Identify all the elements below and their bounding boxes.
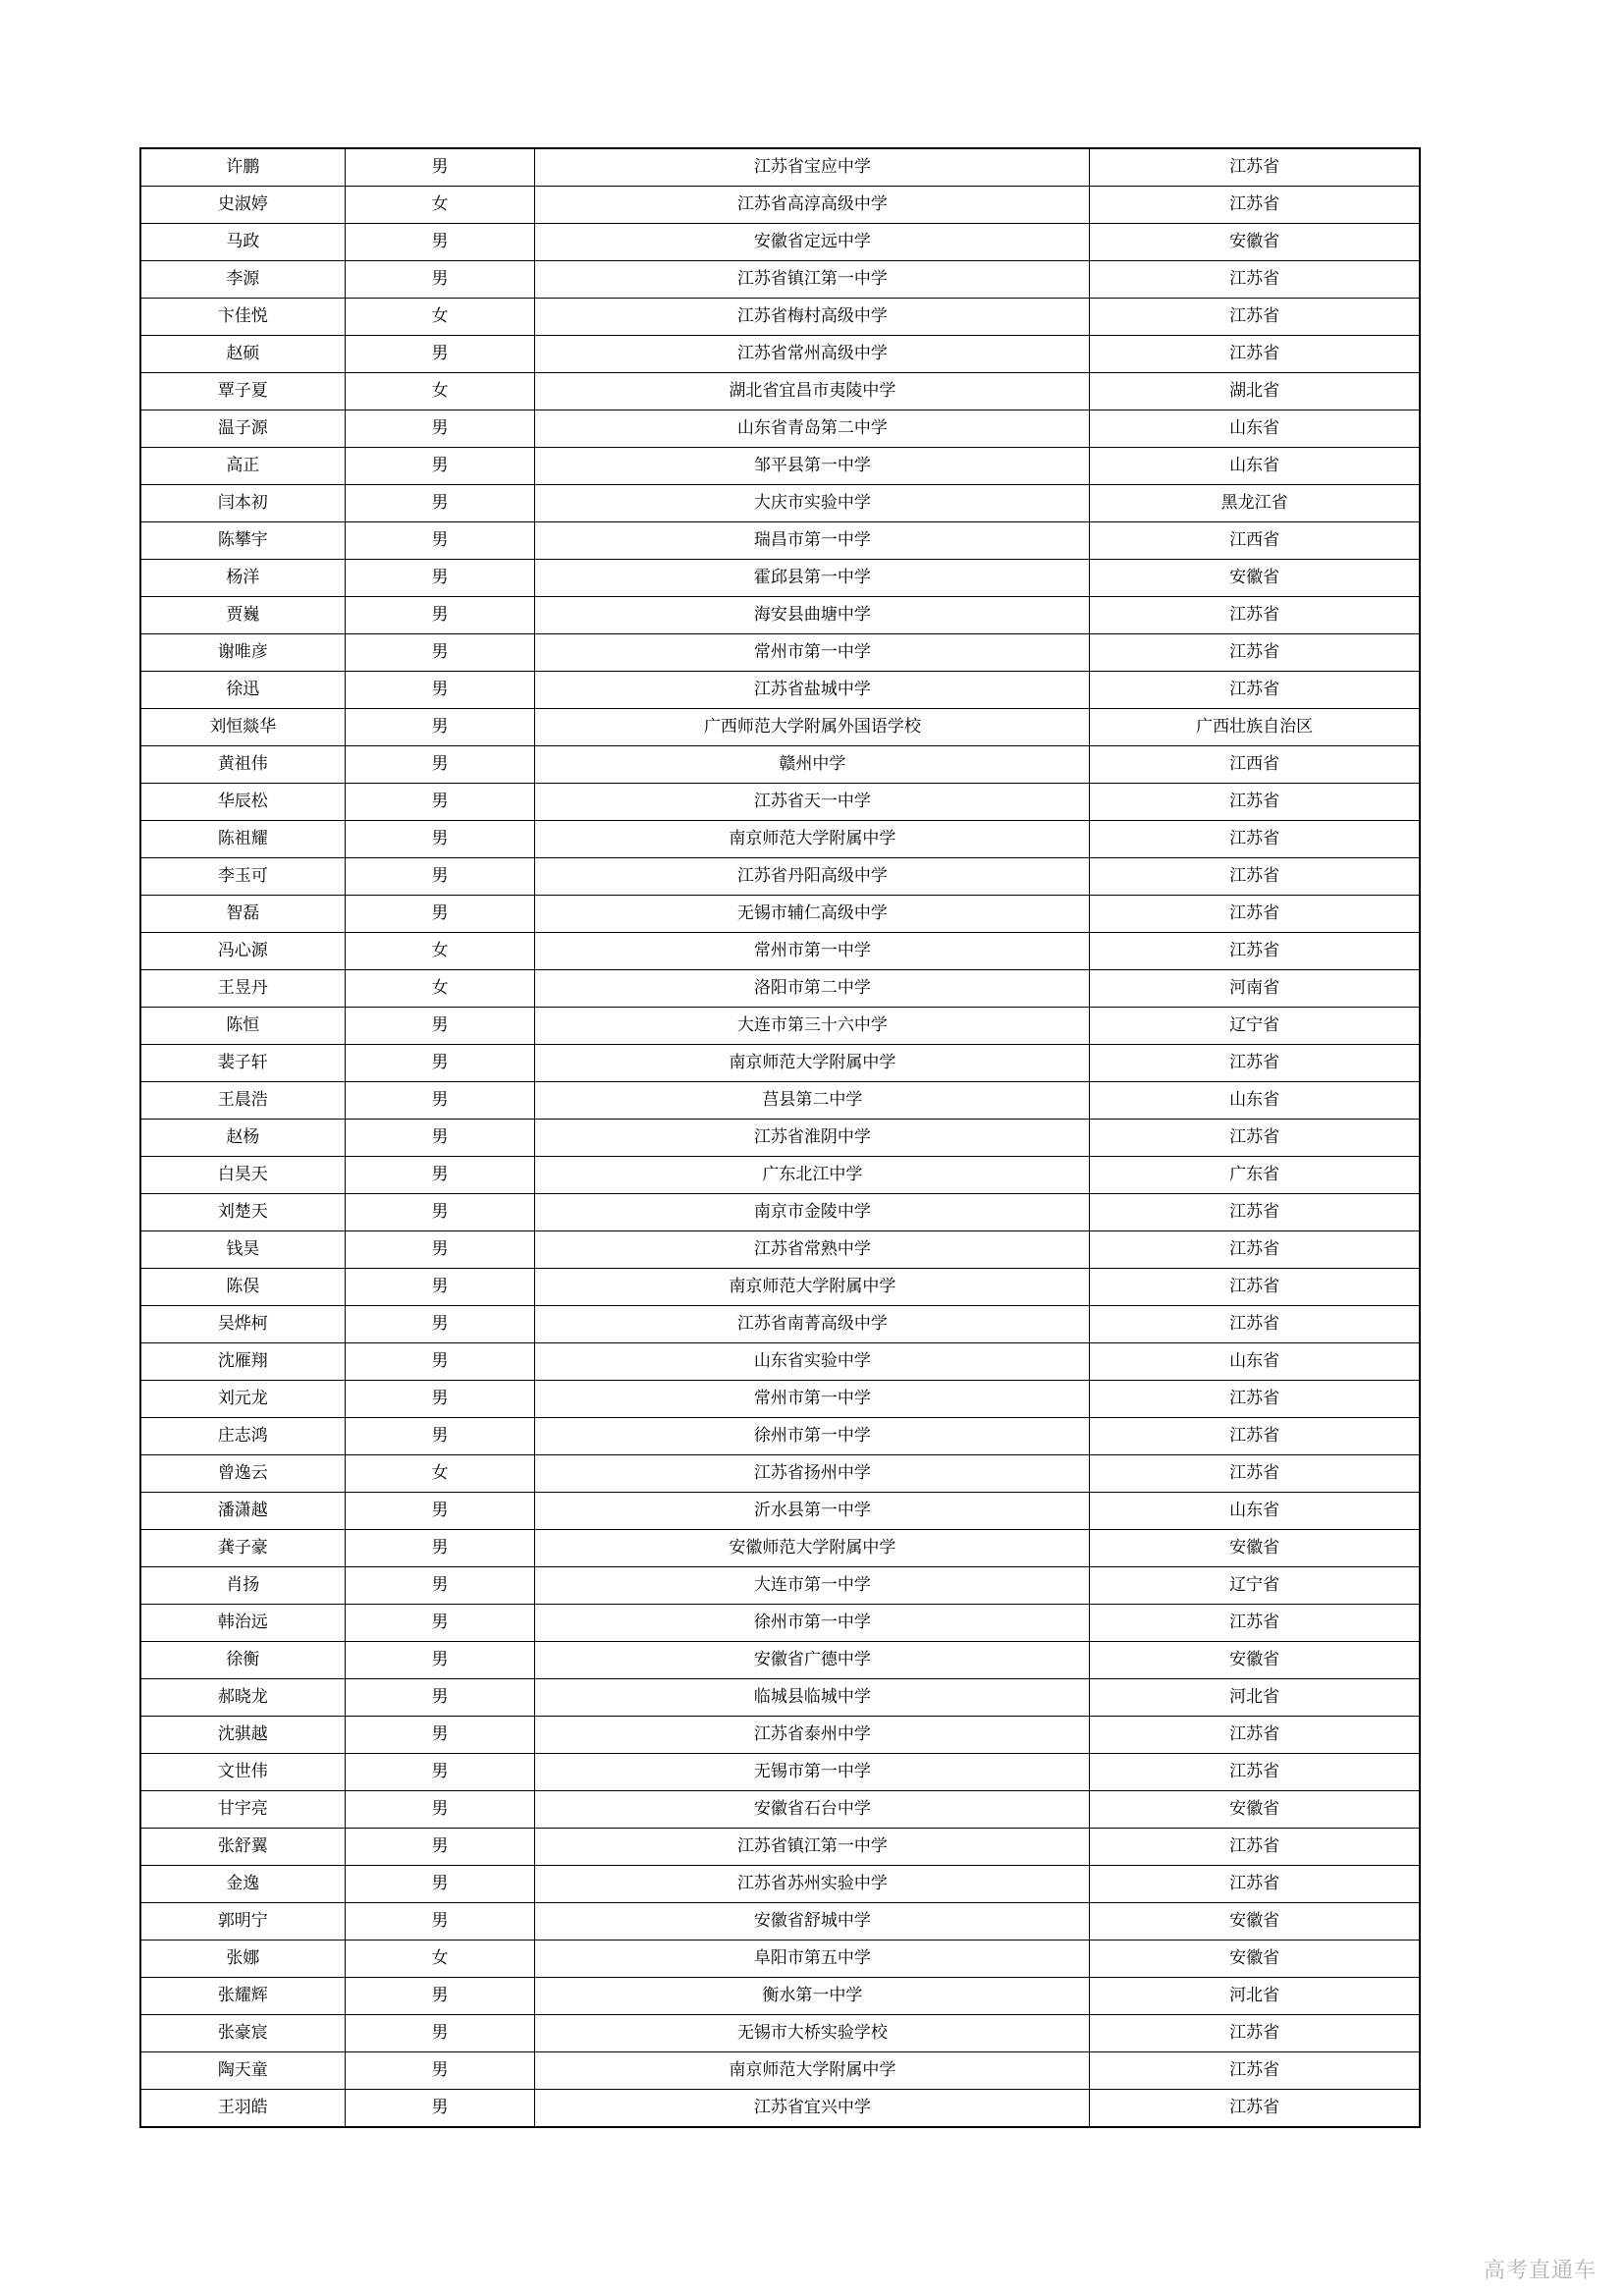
gender-cell: 男	[345, 1157, 535, 1194]
table-row	[140, 672, 1420, 709]
province-cell: 江苏省	[1090, 933, 1420, 970]
table-row	[140, 1941, 1420, 1978]
name-cell: 谢唯彦	[140, 634, 345, 672]
school-cell: 安徽省舒城中学	[535, 1903, 1090, 1941]
table-row	[140, 858, 1420, 896]
gender-cell: 男	[345, 784, 535, 821]
school-cell: 安徽师范大学附属中学	[535, 1530, 1090, 1567]
name-cell: 裴子轩	[140, 1045, 345, 1082]
province-cell: 江苏省	[1090, 336, 1420, 373]
school-cell: 常州市第一中学	[535, 933, 1090, 970]
table-row	[140, 1642, 1420, 1679]
gender-cell: 男	[345, 224, 535, 261]
province-cell: 江苏省	[1090, 784, 1420, 821]
gender-cell: 男	[345, 1194, 535, 1231]
table-row	[140, 1231, 1420, 1269]
gender-cell: 女	[345, 373, 535, 410]
school-cell: 安徽省石台中学	[535, 1791, 1090, 1829]
province-cell: 安徽省	[1090, 1941, 1420, 1978]
table-row	[140, 1455, 1420, 1493]
school-cell: 常州市第一中学	[535, 634, 1090, 672]
province-cell: 安徽省	[1090, 560, 1420, 597]
name-cell: 张舒翼	[140, 1829, 345, 1866]
school-cell: 江苏省苏州实验中学	[535, 1866, 1090, 1903]
province-cell: 辽宁省	[1090, 1567, 1420, 1605]
school-cell: 南京市金陵中学	[535, 1194, 1090, 1231]
province-cell: 江苏省	[1090, 2090, 1420, 2128]
school-cell: 江苏省泰州中学	[535, 1717, 1090, 1754]
name-cell: 贾巍	[140, 597, 345, 634]
table-row	[140, 2015, 1420, 2052]
province-cell: 江苏省	[1090, 1717, 1420, 1754]
name-cell: 华辰松	[140, 784, 345, 821]
gender-cell: 男	[345, 1791, 535, 1829]
table-row	[140, 970, 1420, 1008]
school-cell: 江苏省宝应中学	[535, 148, 1090, 187]
school-cell: 南京师范大学附属中学	[535, 2052, 1090, 2090]
school-cell: 赣州中学	[535, 746, 1090, 784]
table-row	[140, 784, 1420, 821]
province-cell: 安徽省	[1090, 224, 1420, 261]
gender-cell: 男	[345, 1306, 535, 1343]
school-cell: 南京师范大学附属中学	[535, 1269, 1090, 1306]
school-cell: 江苏省镇江第一中学	[535, 1829, 1090, 1866]
gender-cell: 男	[345, 1530, 535, 1567]
province-cell: 江苏省	[1090, 1194, 1420, 1231]
province-cell: 广东省	[1090, 1157, 1420, 1194]
name-cell: 张耀辉	[140, 1978, 345, 2015]
gender-cell: 男	[345, 1045, 535, 1082]
school-cell: 徐州市第一中学	[535, 1418, 1090, 1455]
table-row	[140, 1194, 1420, 1231]
province-cell: 江苏省	[1090, 187, 1420, 224]
school-cell: 安徽省广德中学	[535, 1642, 1090, 1679]
province-cell: 山东省	[1090, 1082, 1420, 1120]
name-cell: 王昱丹	[140, 970, 345, 1008]
province-cell: 安徽省	[1090, 1530, 1420, 1567]
name-cell: 王羽皓	[140, 2090, 345, 2128]
table-row	[140, 1306, 1420, 1343]
name-cell: 杨洋	[140, 560, 345, 597]
gender-cell: 女	[345, 970, 535, 1008]
school-cell: 常州市第一中学	[535, 1381, 1090, 1418]
school-cell: 江苏省南菁高级中学	[535, 1306, 1090, 1343]
table-row	[140, 1157, 1420, 1194]
gender-cell: 男	[345, 1082, 535, 1120]
school-cell: 邹平县第一中学	[535, 448, 1090, 485]
gender-cell: 男	[345, 2090, 535, 2128]
province-cell: 江苏省	[1090, 1754, 1420, 1791]
province-cell: 江苏省	[1090, 2052, 1420, 2090]
school-cell: 山东省实验中学	[535, 1343, 1090, 1381]
province-cell: 江苏省	[1090, 148, 1420, 187]
province-cell: 江西省	[1090, 522, 1420, 560]
name-cell: 徐衡	[140, 1642, 345, 1679]
name-cell: 郝晓龙	[140, 1679, 345, 1717]
name-cell: 韩治远	[140, 1605, 345, 1642]
gender-cell: 女	[345, 1455, 535, 1493]
school-cell: 无锡市辅仁高级中学	[535, 896, 1090, 933]
table-row	[140, 373, 1420, 410]
table-row	[140, 224, 1420, 261]
gender-cell: 男	[345, 1567, 535, 1605]
province-cell: 江苏省	[1090, 1418, 1420, 1455]
table-row	[140, 634, 1420, 672]
table-row	[140, 2052, 1420, 2090]
table-row	[140, 1679, 1420, 1717]
table-row	[140, 746, 1420, 784]
gender-cell: 男	[345, 1717, 535, 1754]
student-roster-body	[140, 148, 1420, 2127]
province-cell: 黑龙江省	[1090, 485, 1420, 522]
name-cell: 徐迅	[140, 672, 345, 709]
gender-cell: 男	[345, 1231, 535, 1269]
name-cell: 张豪宸	[140, 2015, 345, 2052]
table-row	[140, 1045, 1420, 1082]
name-cell: 温子源	[140, 410, 345, 448]
province-cell: 江苏省	[1090, 1605, 1420, 1642]
school-cell: 阜阳市第五中学	[535, 1941, 1090, 1978]
name-cell: 王晨浩	[140, 1082, 345, 1120]
school-cell: 大庆市实验中学	[535, 485, 1090, 522]
gender-cell: 男	[345, 746, 535, 784]
gender-cell: 女	[345, 299, 535, 336]
gender-cell: 男	[345, 1493, 535, 1530]
gender-cell: 男	[345, 410, 535, 448]
school-cell: 莒县第二中学	[535, 1082, 1090, 1120]
gender-cell: 男	[345, 522, 535, 560]
school-cell: 沂水县第一中学	[535, 1493, 1090, 1530]
school-cell: 大连市第三十六中学	[535, 1008, 1090, 1045]
table-row	[140, 1605, 1420, 1642]
table-row	[140, 1082, 1420, 1120]
name-cell: 吴烨柯	[140, 1306, 345, 1343]
province-cell: 江苏省	[1090, 1045, 1420, 1082]
name-cell: 李源	[140, 261, 345, 299]
province-cell: 河北省	[1090, 1978, 1420, 2015]
province-cell: 河南省	[1090, 970, 1420, 1008]
name-cell: 文世伟	[140, 1754, 345, 1791]
gender-cell: 男	[345, 1269, 535, 1306]
student-roster-table	[139, 147, 1421, 2128]
school-cell: 无锡市大桥实验学校	[535, 2015, 1090, 2052]
gender-cell: 男	[345, 448, 535, 485]
name-cell: 钱昊	[140, 1231, 345, 1269]
school-cell: 江苏省常州高级中学	[535, 336, 1090, 373]
school-cell: 衡水第一中学	[535, 1978, 1090, 2015]
gender-cell: 男	[345, 1008, 535, 1045]
table-row	[140, 2090, 1420, 2128]
province-cell: 江苏省	[1090, 634, 1420, 672]
gender-cell: 男	[345, 336, 535, 373]
table-row	[140, 336, 1420, 373]
province-cell: 安徽省	[1090, 1903, 1420, 1941]
name-cell: 甘宇亮	[140, 1791, 345, 1829]
gender-cell: 男	[345, 1866, 535, 1903]
province-cell: 江苏省	[1090, 261, 1420, 299]
school-cell: 安徽省定远中学	[535, 224, 1090, 261]
gender-cell: 男	[345, 1642, 535, 1679]
school-cell: 海安县曲塘中学	[535, 597, 1090, 634]
province-cell: 湖北省	[1090, 373, 1420, 410]
name-cell: 李玉可	[140, 858, 345, 896]
gender-cell: 男	[345, 560, 535, 597]
gender-cell: 男	[345, 1418, 535, 1455]
province-cell: 江苏省	[1090, 1381, 1420, 1418]
name-cell: 陈俣	[140, 1269, 345, 1306]
province-cell: 山东省	[1090, 448, 1420, 485]
gender-cell: 男	[345, 1605, 535, 1642]
table-row	[140, 1829, 1420, 1866]
table-row	[140, 448, 1420, 485]
gender-cell: 男	[345, 1829, 535, 1866]
name-cell: 陈恒	[140, 1008, 345, 1045]
province-cell: 江苏省	[1090, 1866, 1420, 1903]
school-cell: 江苏省天一中学	[535, 784, 1090, 821]
province-cell: 辽宁省	[1090, 1008, 1420, 1045]
gender-cell: 男	[345, 1381, 535, 1418]
school-cell: 广西师范大学附属外国语学校	[535, 709, 1090, 746]
province-cell: 江苏省	[1090, 597, 1420, 634]
gender-cell: 男	[345, 148, 535, 187]
gender-cell: 男	[345, 1903, 535, 1941]
table-row	[140, 1343, 1420, 1381]
province-cell: 山东省	[1090, 410, 1420, 448]
name-cell: 金逸	[140, 1866, 345, 1903]
name-cell: 闫本初	[140, 485, 345, 522]
table-row	[140, 1717, 1420, 1754]
school-cell: 洛阳市第二中学	[535, 970, 1090, 1008]
name-cell: 龚子豪	[140, 1530, 345, 1567]
province-cell: 江苏省	[1090, 1120, 1420, 1157]
watermark-text: 高考直通车	[1483, 2258, 1597, 2282]
gender-cell: 男	[345, 597, 535, 634]
table-row	[140, 1530, 1420, 1567]
gender-cell: 男	[345, 485, 535, 522]
school-cell: 江苏省丹阳高级中学	[535, 858, 1090, 896]
name-cell: 曾逸云	[140, 1455, 345, 1493]
table-row	[140, 1120, 1420, 1157]
gender-cell: 男	[345, 1343, 535, 1381]
table-row	[140, 1866, 1420, 1903]
table-row	[140, 1493, 1420, 1530]
school-cell: 无锡市第一中学	[535, 1754, 1090, 1791]
gender-cell: 男	[345, 1978, 535, 2015]
school-cell: 江苏省常熟中学	[535, 1231, 1090, 1269]
province-cell: 安徽省	[1090, 1791, 1420, 1829]
gender-cell: 男	[345, 709, 535, 746]
name-cell: 冯心源	[140, 933, 345, 970]
school-cell: 江苏省梅村高级中学	[535, 299, 1090, 336]
province-cell: 江苏省	[1090, 1829, 1420, 1866]
table-row	[140, 261, 1420, 299]
school-cell: 瑞昌市第一中学	[535, 522, 1090, 560]
school-cell: 徐州市第一中学	[535, 1605, 1090, 1642]
school-cell: 南京师范大学附属中学	[535, 821, 1090, 858]
school-cell: 霍邱县第一中学	[535, 560, 1090, 597]
name-cell: 白昊天	[140, 1157, 345, 1194]
school-cell: 江苏省宜兴中学	[535, 2090, 1090, 2128]
name-cell: 刘元龙	[140, 1381, 345, 1418]
name-cell: 马政	[140, 224, 345, 261]
school-cell: 江苏省淮阴中学	[535, 1120, 1090, 1157]
table-row	[140, 148, 1420, 187]
table-row	[140, 709, 1420, 746]
table-row	[140, 896, 1420, 933]
table-row	[140, 410, 1420, 448]
gender-cell: 女	[345, 1941, 535, 1978]
name-cell: 陶天童	[140, 2052, 345, 2090]
gender-cell: 男	[345, 634, 535, 672]
table-row	[140, 597, 1420, 634]
name-cell: 黄祖伟	[140, 746, 345, 784]
province-cell: 安徽省	[1090, 1642, 1420, 1679]
table-row	[140, 522, 1420, 560]
table-row	[140, 933, 1420, 970]
table-row	[140, 1754, 1420, 1791]
table-row	[140, 1008, 1420, 1045]
gender-cell: 女	[345, 933, 535, 970]
name-cell: 许鹏	[140, 148, 345, 187]
province-cell: 江苏省	[1090, 299, 1420, 336]
name-cell: 肖扬	[140, 1567, 345, 1605]
name-cell: 郭明宁	[140, 1903, 345, 1941]
school-cell: 江苏省盐城中学	[535, 672, 1090, 709]
school-cell: 湖北省宜昌市夷陵中学	[535, 373, 1090, 410]
school-cell: 大连市第一中学	[535, 1567, 1090, 1605]
table-row	[140, 1978, 1420, 2015]
province-cell: 江苏省	[1090, 821, 1420, 858]
table-row	[140, 1381, 1420, 1418]
province-cell: 山东省	[1090, 1493, 1420, 1530]
gender-cell: 男	[345, 1120, 535, 1157]
name-cell: 潘潇越	[140, 1493, 345, 1530]
table-row	[140, 560, 1420, 597]
name-cell: 庄志鸿	[140, 1418, 345, 1455]
province-cell: 江苏省	[1090, 1231, 1420, 1269]
province-cell: 山东省	[1090, 1343, 1420, 1381]
name-cell: 智磊	[140, 896, 345, 933]
name-cell: 史淑婷	[140, 187, 345, 224]
province-cell: 江西省	[1090, 746, 1420, 784]
school-cell: 江苏省高淳高级中学	[535, 187, 1090, 224]
gender-cell: 女	[345, 187, 535, 224]
table-row	[140, 299, 1420, 336]
name-cell: 刘恒燚华	[140, 709, 345, 746]
table-row	[140, 1903, 1420, 1941]
name-cell: 陈祖耀	[140, 821, 345, 858]
province-cell: 广西壮族自治区	[1090, 709, 1420, 746]
table-row	[140, 187, 1420, 224]
table-row	[140, 821, 1420, 858]
table-row	[140, 485, 1420, 522]
name-cell: 赵杨	[140, 1120, 345, 1157]
gender-cell: 男	[345, 261, 535, 299]
name-cell: 覃子夏	[140, 373, 345, 410]
province-cell: 江苏省	[1090, 858, 1420, 896]
school-cell: 江苏省镇江第一中学	[535, 261, 1090, 299]
name-cell: 陈攀宇	[140, 522, 345, 560]
name-cell: 高正	[140, 448, 345, 485]
province-cell: 江苏省	[1090, 1306, 1420, 1343]
table-row	[140, 1791, 1420, 1829]
gender-cell: 男	[345, 1754, 535, 1791]
table-row	[140, 1567, 1420, 1605]
gender-cell: 男	[345, 2015, 535, 2052]
name-cell: 张娜	[140, 1941, 345, 1978]
school-cell: 山东省青岛第二中学	[535, 410, 1090, 448]
province-cell: 江苏省	[1090, 1269, 1420, 1306]
province-cell: 河北省	[1090, 1679, 1420, 1717]
name-cell: 刘楚天	[140, 1194, 345, 1231]
gender-cell: 男	[345, 821, 535, 858]
province-cell: 江苏省	[1090, 2015, 1420, 2052]
gender-cell: 男	[345, 896, 535, 933]
school-cell: 临城县临城中学	[535, 1679, 1090, 1717]
province-cell: 江苏省	[1090, 896, 1420, 933]
province-cell: 江苏省	[1090, 672, 1420, 709]
table-row	[140, 1269, 1420, 1306]
gender-cell: 男	[345, 672, 535, 709]
school-cell: 南京师范大学附属中学	[535, 1045, 1090, 1082]
school-cell: 江苏省扬州中学	[535, 1455, 1090, 1493]
gender-cell: 男	[345, 2052, 535, 2090]
table-row	[140, 1418, 1420, 1455]
gender-cell: 男	[345, 858, 535, 896]
name-cell: 赵硕	[140, 336, 345, 373]
gender-cell: 男	[345, 1679, 535, 1717]
province-cell: 江苏省	[1090, 1455, 1420, 1493]
school-cell: 广东北江中学	[535, 1157, 1090, 1194]
name-cell: 沈雁翔	[140, 1343, 345, 1381]
name-cell: 沈骐越	[140, 1717, 345, 1754]
name-cell: 卞佳悦	[140, 299, 345, 336]
